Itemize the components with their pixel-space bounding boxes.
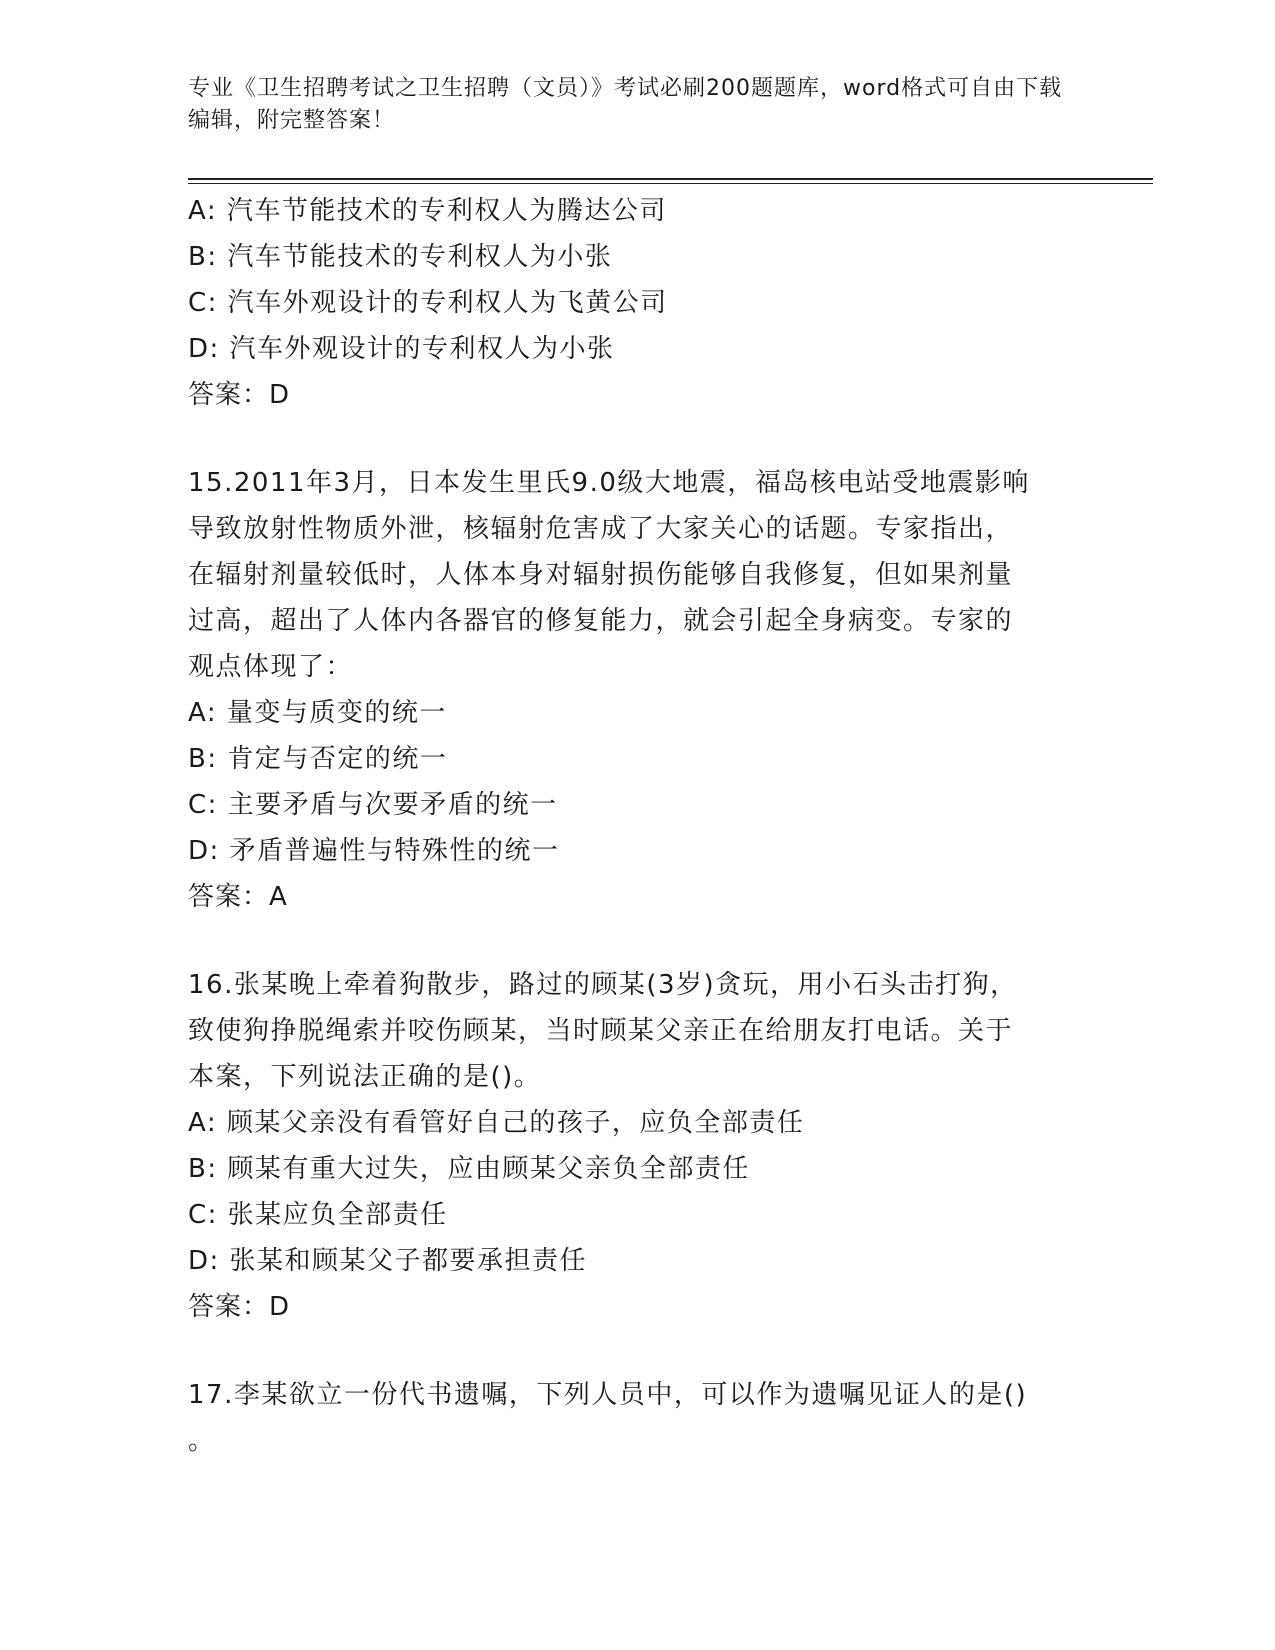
option-c: C: 主要矛盾与次要矛盾的统一 xyxy=(188,790,558,820)
option-a: A: 量变与质变的统一 xyxy=(188,698,447,728)
option-b: B: 顾某有重大过失，应由顾某父亲负全部责任 xyxy=(188,1154,750,1184)
option-d: D: 汽车外观设计的专利权人为小张 xyxy=(188,334,615,364)
question-stem-line: 观点体现了： xyxy=(188,652,354,682)
question-stem-line: 。 xyxy=(188,1426,216,1456)
option-d: D: 张某和顾某父子都要承担责任 xyxy=(188,1246,588,1276)
question-partial xyxy=(188,188,1088,418)
question-16 xyxy=(188,962,1088,1330)
option-c: C: 汽车外观设计的专利权人为飞黄公司 xyxy=(188,288,668,318)
question-stem-line: 导致放射性物质外泄，核辐射危害成了大家关心的话题。专家指出， xyxy=(188,514,1014,544)
document-header xyxy=(188,73,1068,137)
question-stem-line: 15.2011年3月，日本发生里氏9.0级大地震，福岛核电站受地震影响 xyxy=(188,468,1030,498)
answer-line: 答案：D xyxy=(188,380,291,410)
question-stem-line: 致使狗挣脱绳索并咬伤顾某，当时顾某父亲正在给朋友打电话。关于 xyxy=(188,1016,1014,1046)
option-b: B: 汽车节能技术的专利权人为小张 xyxy=(188,242,613,272)
option-a: A: 顾某父亲没有看管好自己的孩子，应负全部责任 xyxy=(188,1108,805,1138)
header-text: 专业《卫生招聘考试之卫生招聘（文员）》考试必刷200题题库，word格式可自由下载编辑，附完整答案！ xyxy=(188,76,1063,133)
answer-line: 答案：A xyxy=(188,882,288,912)
question-stem-line: 在辐射剂量较低时，人体本身对辐射损伤能够自我修复，但如果剂量 xyxy=(188,560,1014,590)
question-stem-line: 17.李某欲立一份代书遗嘱，下列人员中，可以作为遗嘱见证人的是() xyxy=(188,1380,1028,1410)
question-stem-line: 本案，下列说法正确的是()。 xyxy=(188,1062,542,1092)
option-b: B: 肯定与否定的统一 xyxy=(188,744,448,774)
question-stem-line: 过高，超出了人体内各器官的修复能力，就会引起全身病变。专家的 xyxy=(188,606,1014,636)
header-divider xyxy=(188,178,1153,180)
option-c: C: 张某应负全部责任 xyxy=(188,1200,448,1230)
answer-line: 答案：D xyxy=(188,1292,291,1322)
option-a: A: 汽车节能技术的专利权人为腾达公司 xyxy=(188,196,667,226)
question-stem-line: 16.张某晚上牵着狗散步，路过的顾某(3岁)贪玩，用小石头击打狗， xyxy=(188,970,1018,1000)
question-17 xyxy=(188,1372,1088,1464)
document-body xyxy=(188,188,1088,1464)
question-15 xyxy=(188,460,1088,920)
header-divider-thin xyxy=(188,183,1153,184)
option-d: D: 矛盾普遍性与特殊性的统一 xyxy=(188,836,560,866)
